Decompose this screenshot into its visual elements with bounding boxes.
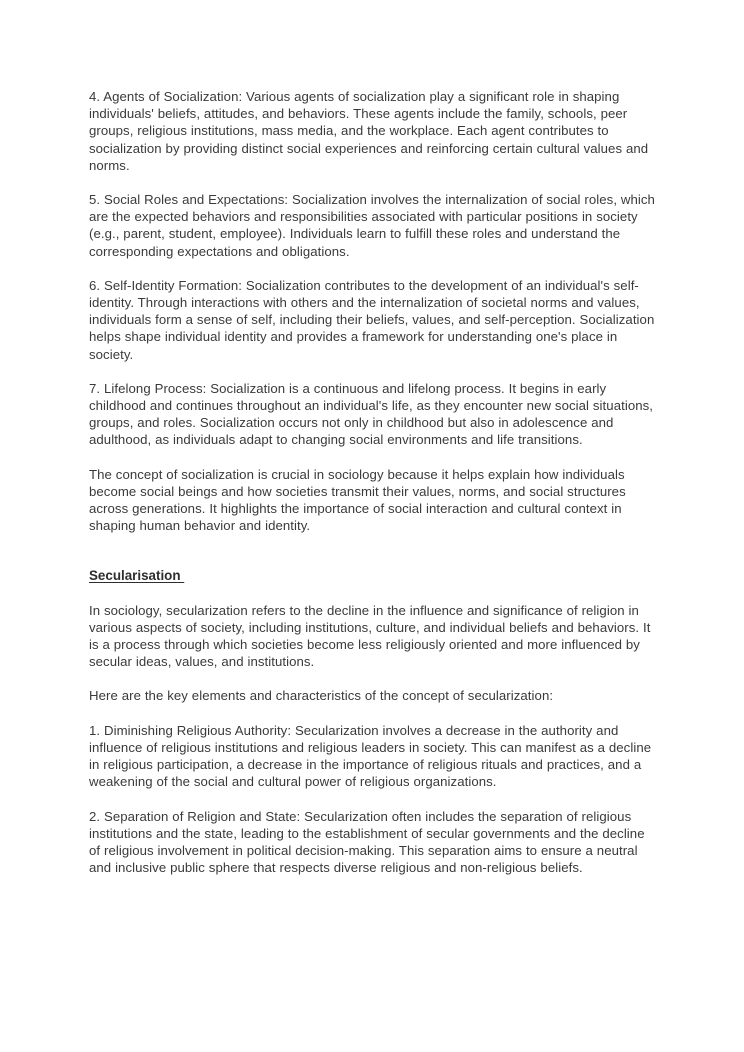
section-heading-secularisation xyxy=(89,551,657,584)
document-text-body xyxy=(89,88,657,876)
section-heading-label: Secularisation xyxy=(89,568,185,584)
paragraph-secularization-key-elements-intro: Here are the key elements and characteristics of the concept of secularization: xyxy=(89,688,554,704)
paragraph-lifelong-process: 7. Lifelong Process: Socialization is a continuous and lifelong process. It begins in early childhood and continues throughout an individual's life, as they encounter new social situations, groups, and roles. Socialization occurs not only in childhood but also in adolescence and adulthood, as individuals adapt to changing social environments and life transitions. xyxy=(89,380,654,448)
paragraph-separation-of-religion-and-state: 2. Separation of Religion and State: Secularization often includes the separation of religious institutions and the state, leading to the establishment of secular governments and the decline of religious involvement in political decision-making. This separation aims to ensure a neutral and inclusive public sphere that respects diverse religious and non-religious beliefs. xyxy=(89,808,645,876)
paragraph-self-identity-formation: 6. Self-Identity Formation: Socialization contributes to the development of an individual's self-identity. Through interactions with others and the internalization of societal norms and values, individuals form a sense of self, including their beliefs, values, and self-perception. Socialization helps shape individual identity and provides a framework for understanding one's place in society. xyxy=(89,277,655,362)
paragraph-agents-of-socialization: 4. Agents of Socialization: Various agents of socialization play a significant role in shaping individuals' beliefs, attitudes, and behaviors. These agents include the family, schools, peer groups, religious institutions, mass media, and the workplace. Each agent contributes to socialization by providing distinct social experiences and reinforcing certain cultural values and norms. xyxy=(89,89,649,173)
paragraph-diminishing-religious-authority: 1. Diminishing Religious Authority: Secularization involves a decrease in the authority and influence of religious institutions and religious leaders in society. This can manifest as a decline in religious participation, a decrease in the importance of religious rituals and practices, and a weakening of the social and cultural power of religious organizations. xyxy=(89,722,652,790)
paragraph-social-roles-and-expectations: 5. Social Roles and Expectations: Socialization involves the internalization of social roles, which are the expected behaviors and responsibilities associated with particular positions in society (e.g., parent, student, employee). Individuals learn to fulfill these roles and understand the corresponding expectations and obligations. xyxy=(89,192,655,259)
paragraph-socialization-conclusion: The concept of socialization is crucial in sociology because it helps explain how individuals become social beings and how societies transmit their values, norms, and social structures across generations. It highlights the importance of social interaction and cultural context in shaping human behavior and identity. xyxy=(89,466,626,534)
paragraph-secularization-definition: In sociology, secularization refers to the decline in the influence and significance of religion in various aspects of society, including institutions, culture, and individual beliefs and behaviors. It is a process through which societies become less religiously oriented and more influenced by secular ideas, values, and institutions. xyxy=(89,602,651,670)
